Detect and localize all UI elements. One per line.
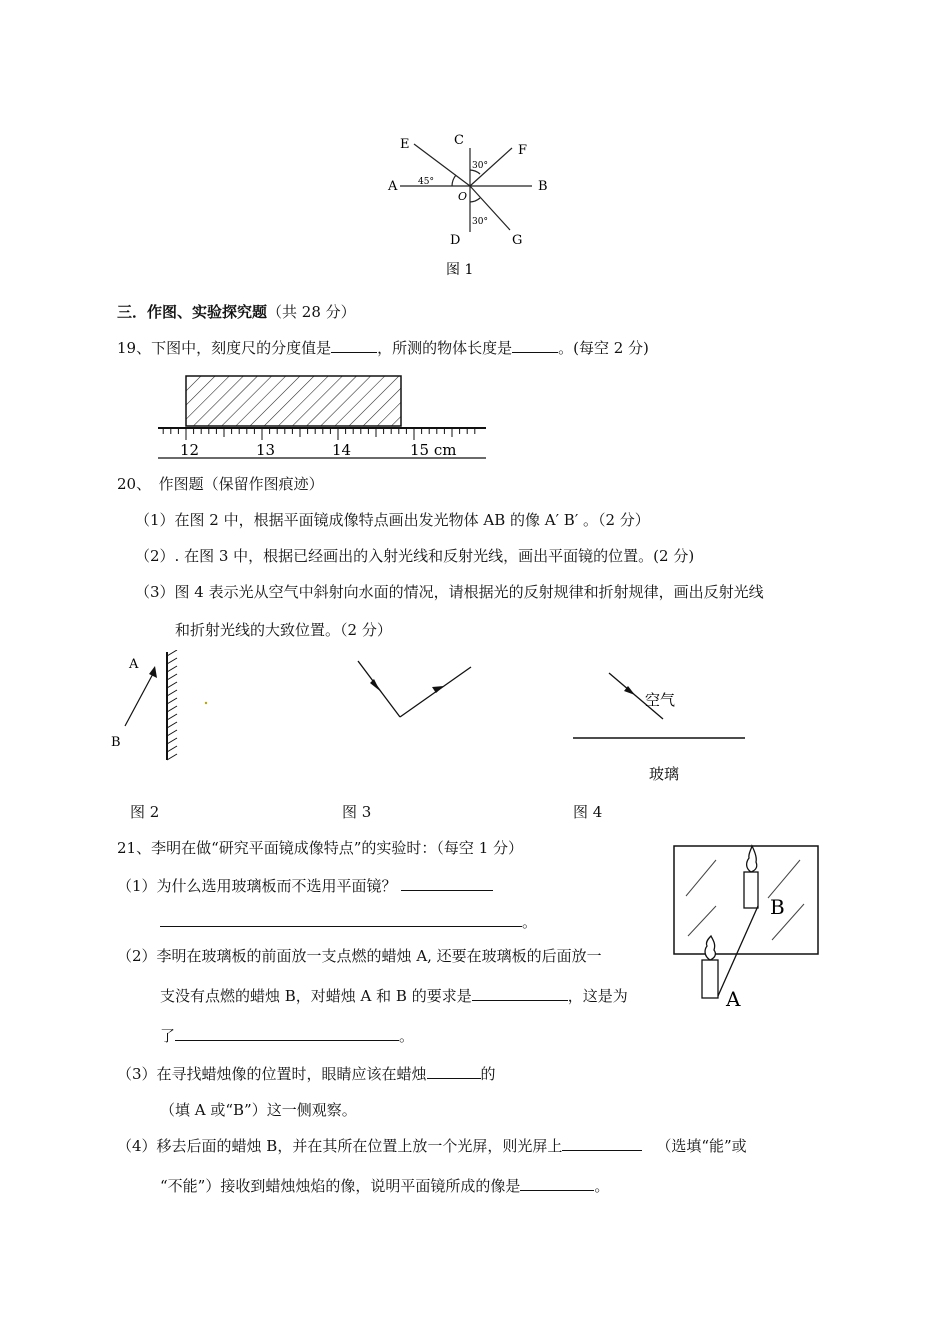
object-ab	[125, 670, 155, 726]
q21-p4a-b: （选填“能”或	[656, 1137, 747, 1155]
label-c: C	[454, 133, 464, 148]
q21-part-3-line-1	[117, 1064, 496, 1084]
ruler-label-13: 13	[256, 441, 276, 459]
ruler-label-15-cm: 15 cm	[410, 441, 457, 459]
question-20-title: 20、 作图题（保留作图痕迹）	[117, 475, 324, 493]
q21-part-4-line-1	[117, 1136, 747, 1156]
mirror-hatching	[167, 650, 177, 760]
ruler-figure	[150, 370, 495, 464]
arc-30-bottom	[470, 198, 480, 202]
section-3-title: 三．作图、实验探究题	[117, 303, 268, 321]
ruler-label-12: 12	[180, 441, 200, 459]
q19-blank-1[interactable]	[331, 338, 377, 353]
section-3-heading	[117, 302, 356, 322]
q19-text-a: 19、下图中，刻度尺的分度值是	[117, 339, 332, 357]
q21-blank-3[interactable]	[427, 1064, 481, 1079]
q21-part-4-line-2	[160, 1176, 609, 1196]
label-f: F	[518, 143, 528, 158]
figure-1	[380, 126, 560, 286]
figure-1-caption: 图 1	[446, 262, 474, 278]
q21-p4a-a: （4）移去后面的蜡烛 B，并在其所在位置上放一个光屏，则光屏上	[117, 1137, 563, 1155]
glass-label: 玻璃	[649, 765, 680, 783]
q21-part-2-line-1: （2）李明在玻璃板的前面放一支点燃的蜡烛 A, 还要在玻璃板的后面放一	[117, 947, 602, 965]
ruler-ticks	[163, 428, 475, 440]
object-arrowhead	[149, 666, 157, 678]
figure-3	[350, 655, 480, 725]
q21-blank-1b[interactable]	[160, 912, 522, 927]
section-3-points: （共 28 分）	[267, 303, 356, 321]
q21-blank-4b[interactable]	[520, 1176, 594, 1191]
figure-4-caption: 图 4	[573, 803, 603, 821]
q21-part-3-line-2: （填 A 或“B”）这一侧观察。	[160, 1101, 357, 1119]
candle-a-label: A	[726, 987, 741, 1011]
q21-p2c-b: 。	[399, 1027, 415, 1045]
q21-blank-1a[interactable]	[401, 876, 493, 891]
label-o: O	[458, 190, 468, 203]
figure-2	[105, 650, 225, 766]
q21-p4b-a: “不能”）接收到蜡烛烛焰的像，说明平面镜所成的像是	[160, 1177, 521, 1195]
label-a: A	[388, 179, 398, 194]
candle-b-label: B	[770, 895, 785, 919]
q21-p2c-a: 了	[160, 1027, 176, 1045]
q21-part-1-cont	[160, 912, 537, 932]
stray-dot	[205, 702, 207, 704]
question-20-part-2: （2）. 在图 3 中，根据已经画出的入射光线和反射光线，画出平面镜的位置。(2 分)	[135, 547, 695, 565]
arc-45	[452, 175, 456, 186]
q21-blank-4a[interactable]	[562, 1136, 642, 1151]
figure-4	[565, 665, 755, 785]
question-20-part-3-line-2: 和折射光线的大致位置。（2 分）	[175, 621, 392, 639]
q21-p1-end: 。	[522, 913, 538, 931]
q19-text-c: 。(每空 2 分)	[558, 339, 649, 357]
figure-2-caption: 图 2	[130, 803, 160, 821]
label-b: B	[538, 179, 548, 194]
angle-45: 45°	[418, 177, 434, 187]
q21-p3a-a: （3）在寻找蜡烛像的位置时，眼睛应该在蜡烛	[117, 1065, 427, 1083]
label-d: D	[450, 233, 461, 248]
reflected-arrowhead	[432, 686, 444, 693]
q21-figure	[668, 840, 828, 1012]
question-20-part-1: （1）在图 2 中，根据平面镜成像特点画出发光物体 AB 的像 A′ B′ 。（2 分）	[135, 511, 650, 529]
q21-part-2-line-2	[160, 986, 628, 1006]
question-19	[117, 338, 649, 358]
fig2-label-a: A	[129, 657, 139, 672]
q21-p2b-a: 支没有点燃的蜡烛 B，对蜡烛 A 和 B 的要求是	[160, 987, 472, 1005]
q21-part-1	[117, 876, 493, 896]
fig2-label-b: B	[111, 735, 121, 750]
label-e: E	[400, 137, 410, 152]
angle-30-bottom: 30°	[472, 217, 488, 227]
ruler-label-14: 14	[332, 441, 352, 459]
q21-p2b-b: ，这是为	[567, 987, 628, 1005]
q21-p3a-b: 的	[480, 1065, 496, 1083]
incident-arrowhead	[370, 679, 380, 691]
measured-object	[186, 376, 401, 426]
q21-blank-2b[interactable]	[175, 1026, 399, 1041]
air-label: 空气	[645, 691, 676, 709]
q19-blank-2[interactable]	[512, 338, 558, 353]
question-20-part-3-line-1: （3）图 4 表示光从空气中斜射向水面的情况，请根据光的反射规律和折射规律，画出反射光线	[135, 583, 764, 601]
label-g: G	[512, 233, 523, 248]
q19-text-b: ，所测的物体长度是	[377, 339, 513, 357]
figure-3-caption: 图 3	[342, 803, 372, 821]
angle-30-top: 30°	[472, 161, 488, 171]
q21-part-2-line-3	[160, 1026, 414, 1046]
q21-p4b-b: 。	[594, 1177, 610, 1195]
q21-p1-text: （1）为什么选用玻璃板而不选用平面镜？	[117, 877, 397, 895]
question-21-title: 21、李明在做“研究平面镜成像特点”的实验时：（每空 1 分）	[117, 839, 524, 857]
q21-blank-2a[interactable]	[472, 986, 568, 1001]
